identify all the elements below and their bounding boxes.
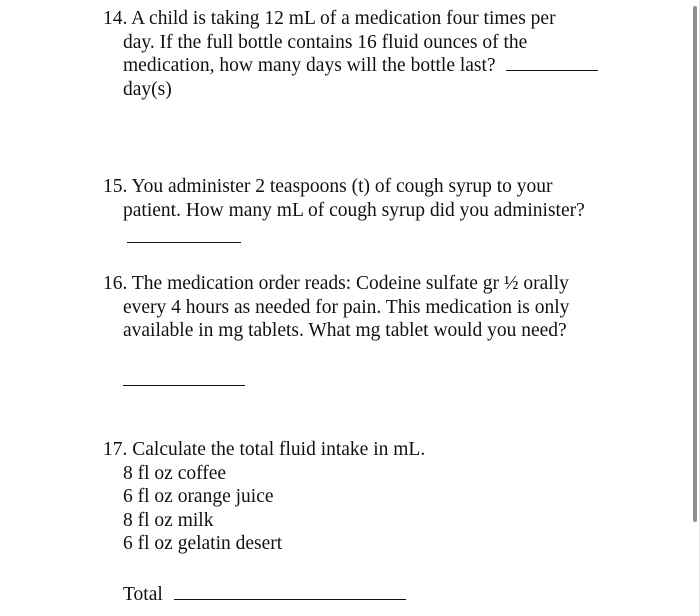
q14-line-3-row [103, 54, 663, 78]
q16-line-3: available in mg tablets. What mg tablet would you need? [123, 320, 567, 341]
q15-line-2: patient. How many mL of cough syrup did you administer? [123, 199, 585, 221]
q14-line-4: day(s) [123, 78, 172, 100]
q14-line-3: medication, how many days will the bottle last? [123, 55, 496, 76]
q14-answer-blank[interactable] [506, 69, 598, 71]
q14-line-2: day. If the full bottle contains 16 fluid ounces of the [123, 31, 528, 53]
q14-line-1: 14. A child is taking 12 mL of a medication four times per [103, 8, 556, 29]
q17-total-blank[interactable] [174, 598, 406, 600]
scrollbar-thumb[interactable] [693, 6, 697, 522]
q16-line-1: 16. The medication order reads: Codeine sulfate gr ½ orally [103, 273, 569, 294]
q16-line-2: every 4 hours as needed for pain. This medication is only [123, 296, 570, 318]
question-15 [103, 175, 663, 222]
q17-total-label: Total [123, 584, 163, 605]
q17-item: 8 fl oz coffee [123, 462, 227, 484]
q15-line-1: 15. You administer 2 teaspoons (t) of cough syrup to your [103, 176, 553, 197]
q16-answer-blank[interactable] [123, 385, 245, 386]
q17-item: 8 fl oz milk [123, 509, 214, 531]
q17-total-row [103, 583, 663, 607]
q17-total-line [103, 583, 663, 607]
q15-answer-blank[interactable] [127, 242, 241, 243]
question-14 [103, 7, 663, 101]
question-17 [103, 438, 663, 556]
question-16 [103, 272, 663, 343]
q17-heading: 17. Calculate the total fluid intake in mL. [103, 439, 426, 460]
q17-item: 6 fl oz orange juice [123, 486, 274, 507]
q17-item: 6 fl oz gelatin desert [123, 533, 283, 554]
